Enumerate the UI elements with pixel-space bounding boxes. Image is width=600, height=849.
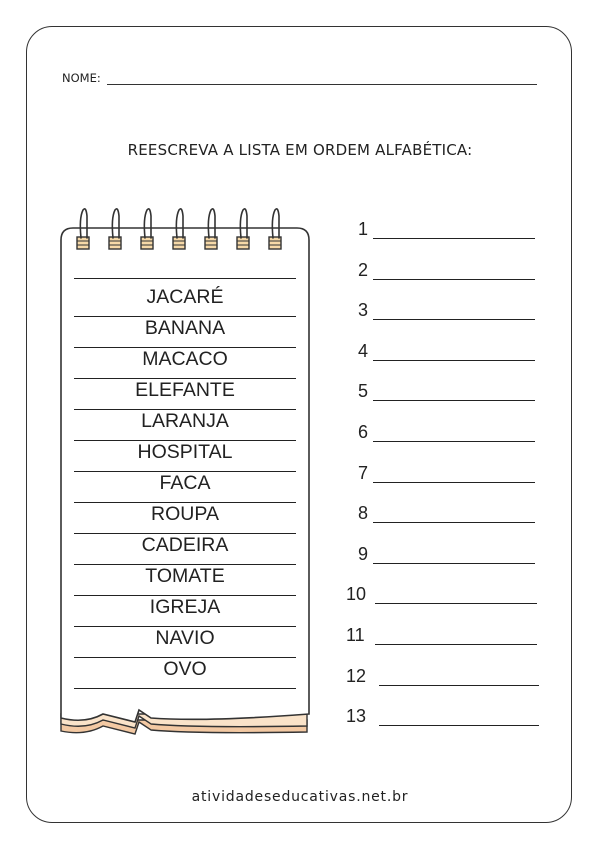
answer-line[interactable] bbox=[373, 522, 535, 523]
answer-number: 7 bbox=[358, 462, 369, 483]
footer-site: atividadeseducativas.net.br bbox=[191, 789, 409, 805]
answer-number: 5 bbox=[358, 381, 369, 402]
word-list-item bbox=[74, 627, 296, 658]
word-text: BANANA bbox=[144, 317, 226, 339]
name-label: NOME: bbox=[62, 71, 101, 85]
word-list-item bbox=[74, 410, 296, 441]
answer-line[interactable] bbox=[375, 603, 537, 604]
word-list-item bbox=[74, 503, 296, 534]
answer-line[interactable] bbox=[373, 319, 535, 320]
answer-number: 4 bbox=[358, 340, 369, 361]
word-list-item bbox=[74, 348, 296, 379]
answer-number: 11 bbox=[346, 625, 365, 645]
word-text: HOSPITAL bbox=[137, 441, 233, 463]
answer-line[interactable] bbox=[373, 238, 535, 239]
word-list-item bbox=[74, 286, 296, 317]
word-text: MACACO bbox=[142, 348, 228, 370]
answer-number: 12 bbox=[346, 665, 367, 686]
answer-line[interactable] bbox=[373, 441, 535, 442]
instruction-text: REESCREVA A LISTA EM ORDEM ALFABÉTICA: bbox=[127, 141, 473, 159]
word-rule bbox=[74, 688, 296, 689]
answer-line[interactable] bbox=[379, 725, 539, 726]
answer-row[interactable] bbox=[345, 665, 545, 691]
answer-row[interactable] bbox=[345, 340, 545, 366]
answer-line[interactable] bbox=[373, 563, 535, 564]
answer-row[interactable] bbox=[345, 705, 545, 731]
word-text: ROUPA bbox=[151, 503, 219, 525]
word-text: JACARÉ bbox=[146, 286, 224, 308]
answer-number: 8 bbox=[358, 503, 369, 524]
answer-row[interactable] bbox=[345, 218, 545, 244]
word-list-item bbox=[74, 441, 296, 472]
answer-number: 9 bbox=[358, 543, 369, 564]
word-list-item bbox=[74, 317, 296, 348]
notebook-top-rule bbox=[74, 278, 296, 279]
answer-line[interactable] bbox=[379, 685, 539, 686]
name-field[interactable] bbox=[62, 68, 537, 88]
word-list-item bbox=[74, 596, 296, 627]
answer-row[interactable] bbox=[345, 543, 545, 569]
answer-row[interactable] bbox=[345, 259, 545, 285]
answer-number: 13 bbox=[346, 706, 367, 727]
answer-line[interactable] bbox=[373, 400, 535, 401]
word-text: IGREJA bbox=[149, 596, 221, 618]
answer-line[interactable] bbox=[373, 482, 535, 483]
answer-number: 6 bbox=[358, 422, 369, 442]
answer-number: 3 bbox=[358, 300, 369, 321]
answer-row[interactable] bbox=[345, 624, 545, 650]
answer-row[interactable] bbox=[345, 380, 545, 406]
word-list-item bbox=[74, 565, 296, 596]
name-line[interactable] bbox=[107, 84, 537, 85]
answer-row[interactable] bbox=[345, 502, 545, 528]
answer-number: 2 bbox=[358, 259, 369, 280]
answer-number: 10 bbox=[346, 584, 367, 605]
answer-line[interactable] bbox=[373, 360, 535, 361]
word-list-item bbox=[74, 658, 296, 689]
word-text: ELEFANTE bbox=[135, 379, 235, 401]
answer-line[interactable] bbox=[373, 279, 535, 280]
answer-line[interactable] bbox=[375, 644, 537, 645]
word-list-item bbox=[74, 534, 296, 565]
word-list-item bbox=[74, 472, 296, 503]
answer-row[interactable] bbox=[345, 299, 545, 325]
word-text: CADEIRA bbox=[141, 534, 229, 556]
word-text: LARANJA bbox=[141, 410, 229, 432]
answer-row[interactable] bbox=[345, 583, 545, 609]
answer-number: 1 bbox=[358, 219, 369, 239]
answer-row[interactable] bbox=[345, 462, 545, 488]
word-list-item bbox=[74, 379, 296, 410]
word-text: NAVIO bbox=[155, 627, 215, 649]
word-text: OVO bbox=[163, 658, 207, 680]
answer-row[interactable] bbox=[345, 421, 545, 447]
word-text: TOMATE bbox=[145, 565, 225, 587]
word-text: FACA bbox=[159, 472, 211, 494]
